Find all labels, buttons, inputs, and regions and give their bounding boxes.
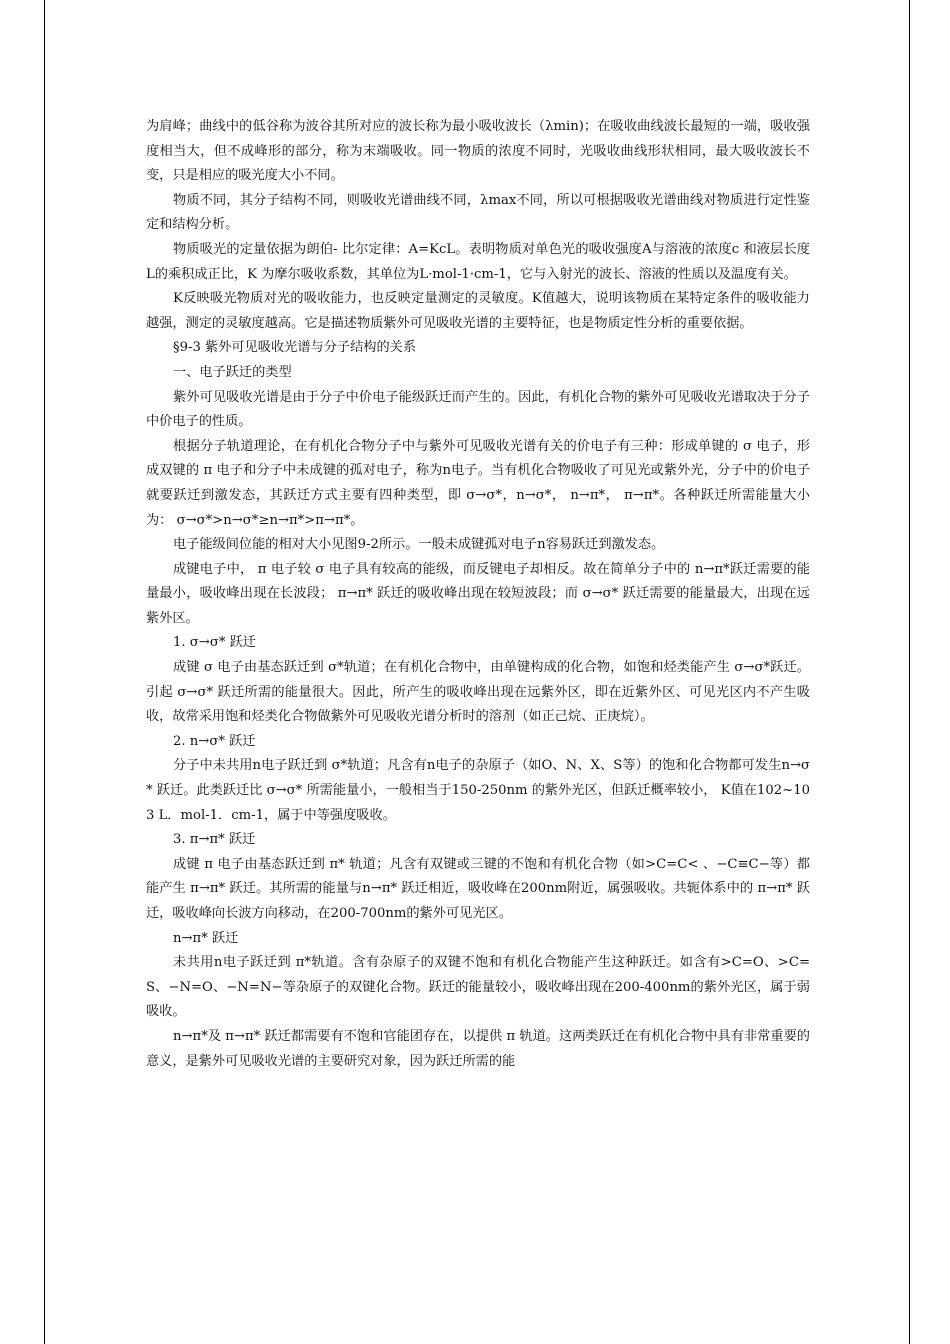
section-heading-9-3: §9-3 紫外可见吸收光谱与分子结构的关系: [173, 340, 417, 356]
paragraph-orbital-theory: 根据分子轨道理论，在有机化合物分子中与紫外可见吸收光谱有关的价电子有三种：形成单键的 σ 电子，形成双键的 π 电子和分子中未成键的孤对电子，称为n电子。当有机化合物吸收了可见光或紫外光，分子中的价电子就要跃迁到激发态，其跃迁方式主要有四种类型，即 σ→σ*，n→σ*， n→π*， π→π*。各种跃迁所需能量大小为： σ→σ*>n→σ*≥n→π*>π→π*。: [146, 438, 810, 528]
left-margin-rule: [44, 0, 45, 1344]
subheading-n-sigma: 2. n→σ* 跃迁: [173, 733, 256, 749]
paragraph-pi-pi: 成键 π 电子由基态跃迁到 π* 轨道；凡含有双键或三键的不饱和有机化合物（如>C=C< 、−C≡C−等）都能产生 π→π* 跃迁。其所需的能量与n→π* 跃迁相近，吸收峰在200nm附近，属强吸收。共轭体系中的 π→π* 跃迁，吸收峰向长波方向移动，在200-700nm的紫外可见光区。: [146, 856, 810, 921]
subheading-pi-pi: 3. π→π* 跃迁: [173, 832, 256, 848]
right-margin-rule: [909, 0, 910, 1344]
subheading-transition-types: 一、电子跃迁的类型: [173, 364, 292, 380]
paragraph-k-sensitivity: K反映吸光物质对光的吸收能力，也反映定量测定的灵敏度。K值越大，说明该物质在某特定条件的吸收能力越强，测定的灵敏度越高。它是描述物质紫外可见吸收光谱的主要特征，也是物质定性分析的重要依据。: [146, 291, 810, 331]
paragraph-valence-electrons: 紫外可见吸收光谱是由于分子中价电子能级跃迁而产生的。因此，有机化合物的紫外可见吸收光谱取决于分子中价电子的性质。: [146, 389, 810, 430]
paragraph-structure-analysis: 物质不同，其分子结构不同，则吸收光谱曲线不同，λmax不同，所以可根据吸收光谱曲线对物质进行定性鉴定和结构分析。: [146, 192, 810, 233]
paragraph-sigma-sigma: 成键 σ 电子由基态跃迁到 σ*轨道；在有机化合物中，由单键构成的化合物，如饱和烃类能产生 σ→σ*跃迁。引起 σ→σ* 跃迁所需的能量很大。因此，所产生的吸收峰出现在远紫外区，即在近紫外区、可见光区内不产生吸收，故常采用饱和烃类化合物做紫外可见吸收光谱分析时的溶剂（如正己烷、正庚烷）。: [146, 660, 810, 725]
paragraph-n-pi: 未共用n电子跃迁到 π*轨道。含有杂原子的双键不饱和有机化合物能产生这种跃迁。如含有>C=O、>C=S、−N=O、−N=N−等杂原子的双键化合物。跃迁的能量较小，吸收峰出现在200-400nm的紫外光区，属于弱吸收。: [146, 955, 810, 1020]
paragraph-absorption-curve: 为肩峰；曲线中的低谷称为波谷其所对应的波长称为最小吸收波长（λmin)；在吸收曲线波长最短的一端，吸收强度相当大，但不成峰形的部分，称为末端吸收。同一物质的浓度不同时，光吸收曲线形状相同，最大吸收波长不变，只是相应的吸光度大小不同。: [146, 119, 810, 184]
paragraph-bonding-electrons: 成键电子中， π 电子较 σ 电子具有较高的能级，而反键电子却相反。故在简单分子中的 n→π*跃迁需要的能量最小，吸收峰出现在长波段； π→π* 跃迁的吸收峰出现在较短波段；而 σ→σ* 跃迁需要的能量最大，出现在远紫外区。: [146, 561, 810, 626]
paragraph-unsaturated-groups: n→π*及 π→π* 跃迁都需要有不饱和官能团存在，以提供 π 轨道。这两类跃迁在有机化合物中具有非常重要的意义，是紫外可见吸收光谱的主要研究对象，因为跃迁所需的能: [146, 1028, 810, 1069]
paragraph-n-sigma: 分子中未共用n电子跃迁到 σ*轨道；凡含有n电子的杂原子（如O、N、X、S等）的饱和化合物都可发生n→σ* 跃迁。此类跃迁比 σ→σ* 所需能量小，一般相当于150-250nm 的紫外光区，但跃迁概率较小， K值在102~103 L．mol-1．cm-1，属于中等强度吸收。: [146, 758, 810, 823]
subheading-n-pi: n→π* 跃迁: [173, 930, 239, 946]
paragraph-beer-lambert: 物质吸光的定量依据为朗伯- 比尔定律：A=KcL。表明物质对单色光的吸收强度A与溶液的浓度c 和液层长度L的乘积成正比，K 为摩尔吸收系数，其单位为L·mol-1·cm-1，它与入射光的波长、溶液的性质以及温度有关。: [146, 241, 810, 282]
page-body: [146, 115, 810, 1074]
paragraph-energy-levels: 电子能级间位能的相对大小见图9-2所示。一般未成键孤对电子n容易跃迁到激发态。: [173, 537, 665, 553]
subheading-sigma-sigma: 1. σ→σ* 跃迁: [173, 635, 256, 651]
